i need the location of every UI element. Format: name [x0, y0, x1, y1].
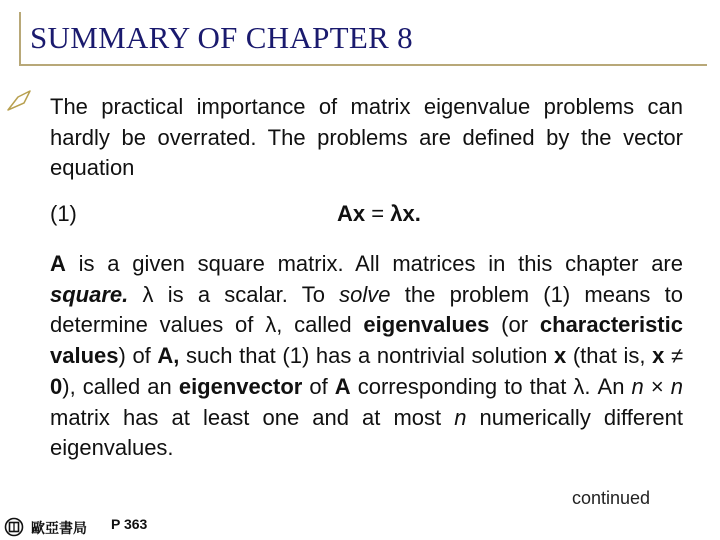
publisher-name: 歐亞書局 [31, 520, 87, 536]
publisher-logo-icon [4, 517, 24, 537]
term-characteristic-values: characteristic values [50, 312, 683, 369]
title-rule-horizontal [19, 64, 707, 66]
bold-x: x [652, 343, 665, 369]
intro-paragraph: The practical importance of matrix eigenvalue problems can hardly be overrated. The problems are defined by the vector equation [50, 94, 683, 181]
term-eigenvector: eigenvector [178, 373, 303, 399]
bold-A: A [334, 373, 351, 399]
slide-title: SUMMARY OF CHAPTER 8 [30, 20, 413, 55]
equation-lhs: Ax [337, 201, 366, 226]
bold-A: A [50, 251, 66, 276]
equation-period: . [414, 201, 421, 226]
term-square: square. [50, 281, 129, 307]
bold-A: A, [157, 343, 180, 369]
term-solve: solve [339, 281, 391, 307]
equation [337, 201, 421, 227]
italic-n: n [631, 373, 644, 399]
page-reference: P 363 [111, 516, 148, 532]
italic-n: n [670, 373, 683, 399]
bold-x: x [553, 343, 567, 369]
bold-zero-vector: 0 [50, 373, 63, 399]
equation-number: (1) [50, 201, 77, 226]
arrow-bullet-icon [4, 86, 34, 112]
term-eigenvalues: eigenvalues [363, 312, 490, 338]
italic-n: n [454, 404, 467, 430]
body-paragraph: A is a given square matrix. All matrices in this chapter are square. λ is a scalar. To solve the problem (1) means to determine values of λ, called eigenvalues (or characteristic values) of A, such that (1) has a nontrivial solution x (that is, x ≠ 0), called an eigenvector of A corresponding to that λ. An n × n matrix has at least one and at most n numerically different eigenvalues. [50, 251, 684, 461]
title-rule-vertical [19, 12, 21, 64]
continued-label: continued [572, 488, 651, 508]
equation-equals: = [365, 201, 391, 226]
equation-rhs: λx [390, 201, 415, 226]
